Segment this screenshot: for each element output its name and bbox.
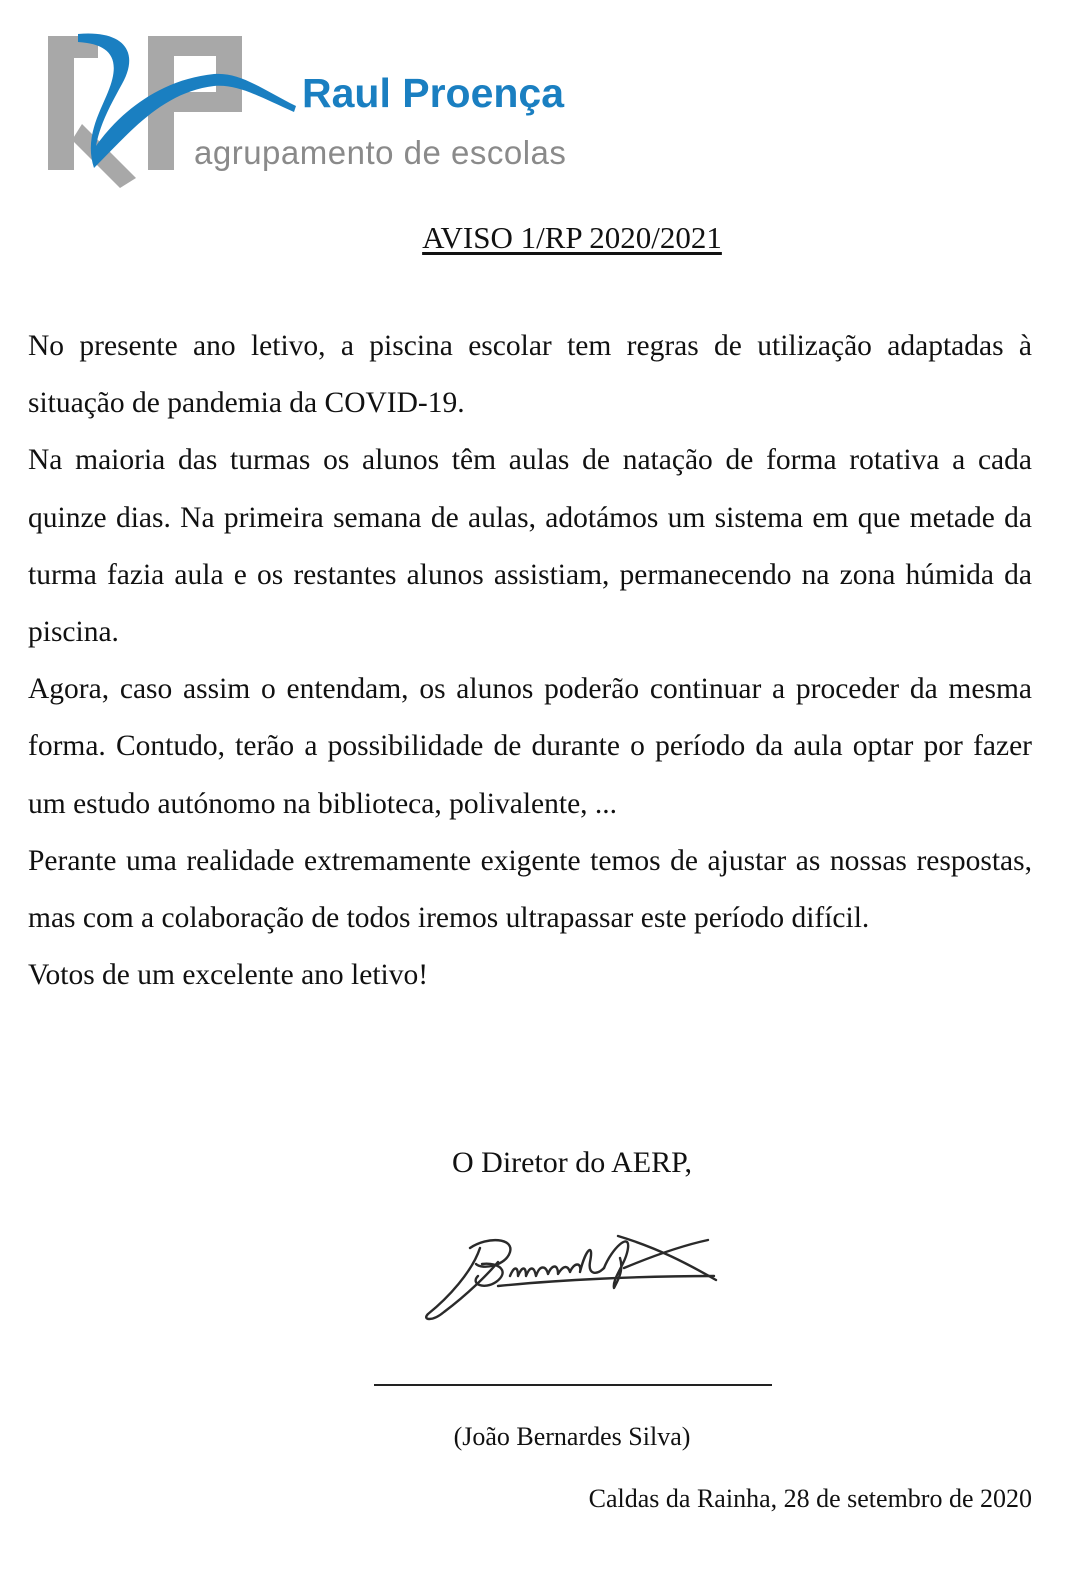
paragraph: Na maioria das turmas os alunos têm aulas de natação de forma rotativa a cada quinze dias. Na primeira semana de aulas, adotámos um sistema em que metade da turma fazia aula e os restantes alunos assistiam, permanecendo na zona húmida da piscina. <box>28 444 1032 649</box>
paragraph: Agora, caso assim o entendam, os alunos poderão continuar a proceder da mesma forma. Contudo, terão a possibilidade de durante o período da aula optar por fazer um estudo autónomo na biblioteca, polivalente, ... <box>28 673 1032 820</box>
paragraph: Perante uma realidade extremamente exigente temos de ajustar as nossas respostas, mas com a colaboração de todos iremos ultrapassar este período difícil. <box>28 844 1032 935</box>
notice-title: AVISO 1/RP 2020/2021 <box>422 220 722 255</box>
signoff: O Diretor do AERP, <box>452 1146 692 1179</box>
notice-body <box>28 318 1032 1004</box>
signer-name: (João Bernardes Silva) <box>453 1422 691 1451</box>
handwritten-signature-icon <box>418 1218 728 1328</box>
logo-subtitle: agrupamento de escolas <box>194 134 567 171</box>
paragraph: Votos de um excelente ano letivo! <box>28 959 429 992</box>
paragraph: No presente ano letivo, a piscina escolar tem regras de utilização adaptadas à situação de pandemia da COVID-19. <box>28 330 1032 420</box>
logo-school-name: Raul Proença <box>302 70 565 116</box>
signature-line <box>374 1384 772 1386</box>
school-logo <box>44 28 604 188</box>
place-and-date: Caldas da Rainha, 28 de setembro de 2020 <box>588 1484 1032 1513</box>
